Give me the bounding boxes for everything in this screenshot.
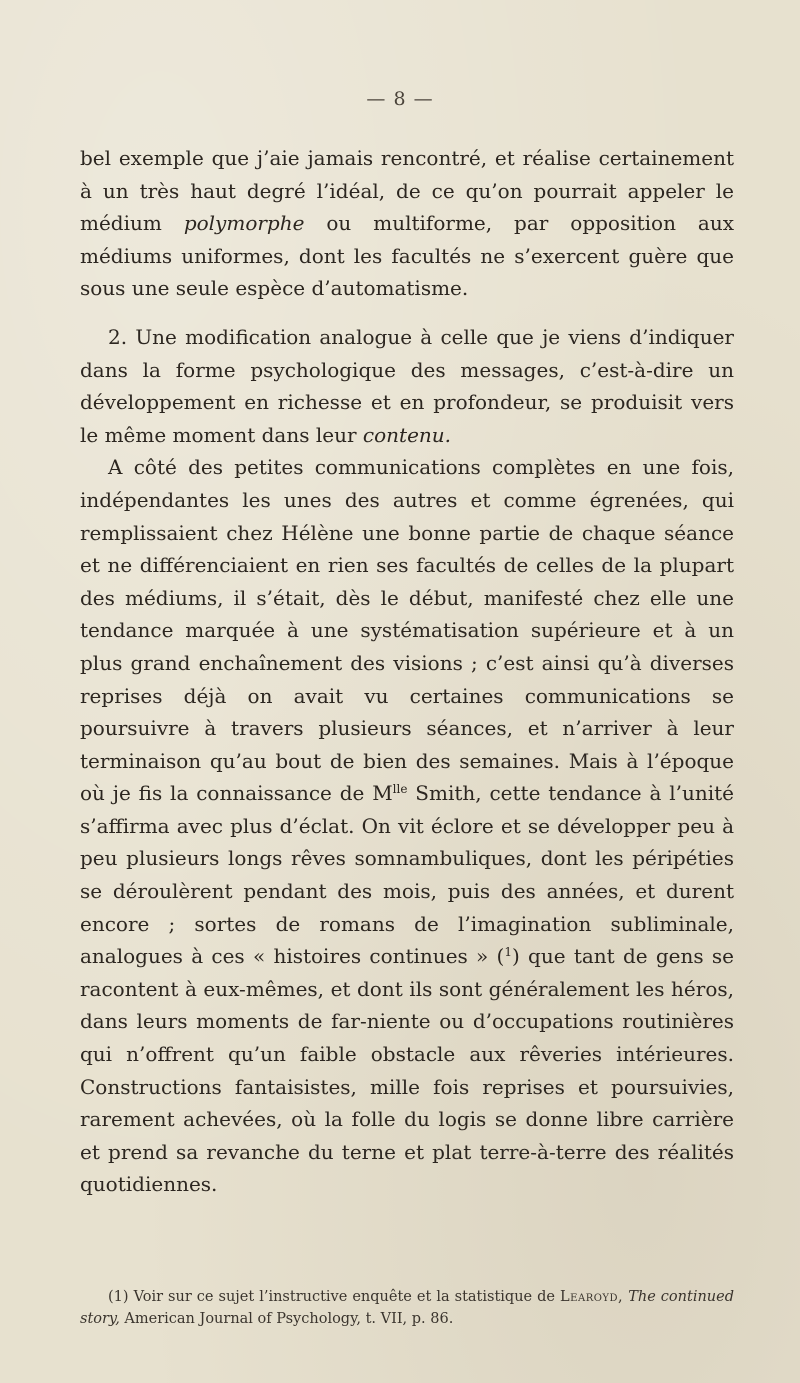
- paragraph-3: [80, 451, 734, 1201]
- paragraph-2-text: 2. Une modification analogue à celle que je viens d’indiquer dans la forme psychologique des messages, c’est-à-dire un développement en richesse et en profondeur, se produisit vers le même moment dans leur: [80, 324, 734, 447]
- footnote-text-b: American Journal of Psychology, t. VII, p. 86.: [124, 1311, 454, 1327]
- paragraph-1-end: ou multiforme, par opposition aux médiums uniformes, dont les facultés ne s’exercent guère que sous une seule espèce d’automatisme.: [80, 211, 735, 301]
- paragraph-3-text-c: ) que tant de gens se racontent à eux-mêmes, et dont ils sont généralement les héros, dans leurs moments de far-niente ou d’occupations routinières qui n’offrent qu’un faible obstacle aux rêveries intérieures. Constructions fantaisistes, mille fois reprises et poursuivies, rarement achevées, où la folle du logis se donne libre carrière et prend sa revanche du terne et plat terre-à-terre des réalités quotidiennes.: [80, 944, 734, 1197]
- paragraph-1-text: bel exemple que j’aie jamais rencontré, et réalise certainement à un très haut degré l’idéal, de ce qu’on pourrait appeler le médium: [80, 146, 734, 236]
- paragraph-2: [80, 321, 734, 451]
- paragraph-3-superscript: lle: [392, 782, 408, 797]
- footnote-title: The continued story,: [80, 1289, 734, 1327]
- paragraph-3-text-b: Smith, cette tendance à l’unité s’affirma avec plus d’éclat. On vit éclore et se développer peu à peu plusieurs longs rêves somnambuliques, dont les péripéties se déroulèrent pendant des mois, puis des années, et durent encore ; sortes de romans de l’imagination subliminale, analogues à ces « histoires continues » (: [80, 781, 735, 969]
- footnote-text-a: Voir sur ce sujet l’instructive enquête et la statistique de: [133, 1289, 556, 1305]
- paragraph-1-emphasis: polymorphe: [183, 211, 305, 236]
- footnote-author: Learoyd,: [560, 1289, 624, 1305]
- paragraph-3-text-a: A côté des petites communications complètes en une fois, indépendantes les unes des autres et comme égrenées, qui remplissaient chez Hélène une bonne partie de chaque séance et ne différenciaient en rien ses facultés de celles de la plupart des médiums, il s’était, dès le début, manifesté chez elle une tendance marquée à une systématisation supérieure et à un plus grand enchaînement des visions ; c’est ainsi qu’à diverses reprises déjà on avait vu certaines communications se poursuivre à travers plusieurs séances, et n’arriver à leur terminaison qu’au bout de bien des semaines. Mais à l’époque où je fis la connaissance de M: [80, 455, 734, 806]
- footnote-marker: (1): [108, 1289, 129, 1305]
- footnote-reference: 1: [504, 945, 512, 960]
- paragraph-1: [80, 142, 734, 305]
- footnote: [80, 1286, 734, 1330]
- paragraph-2-emphasis: contenu.: [362, 422, 452, 447]
- body-text: [80, 142, 734, 1201]
- page-number: — 8 —: [366, 88, 434, 110]
